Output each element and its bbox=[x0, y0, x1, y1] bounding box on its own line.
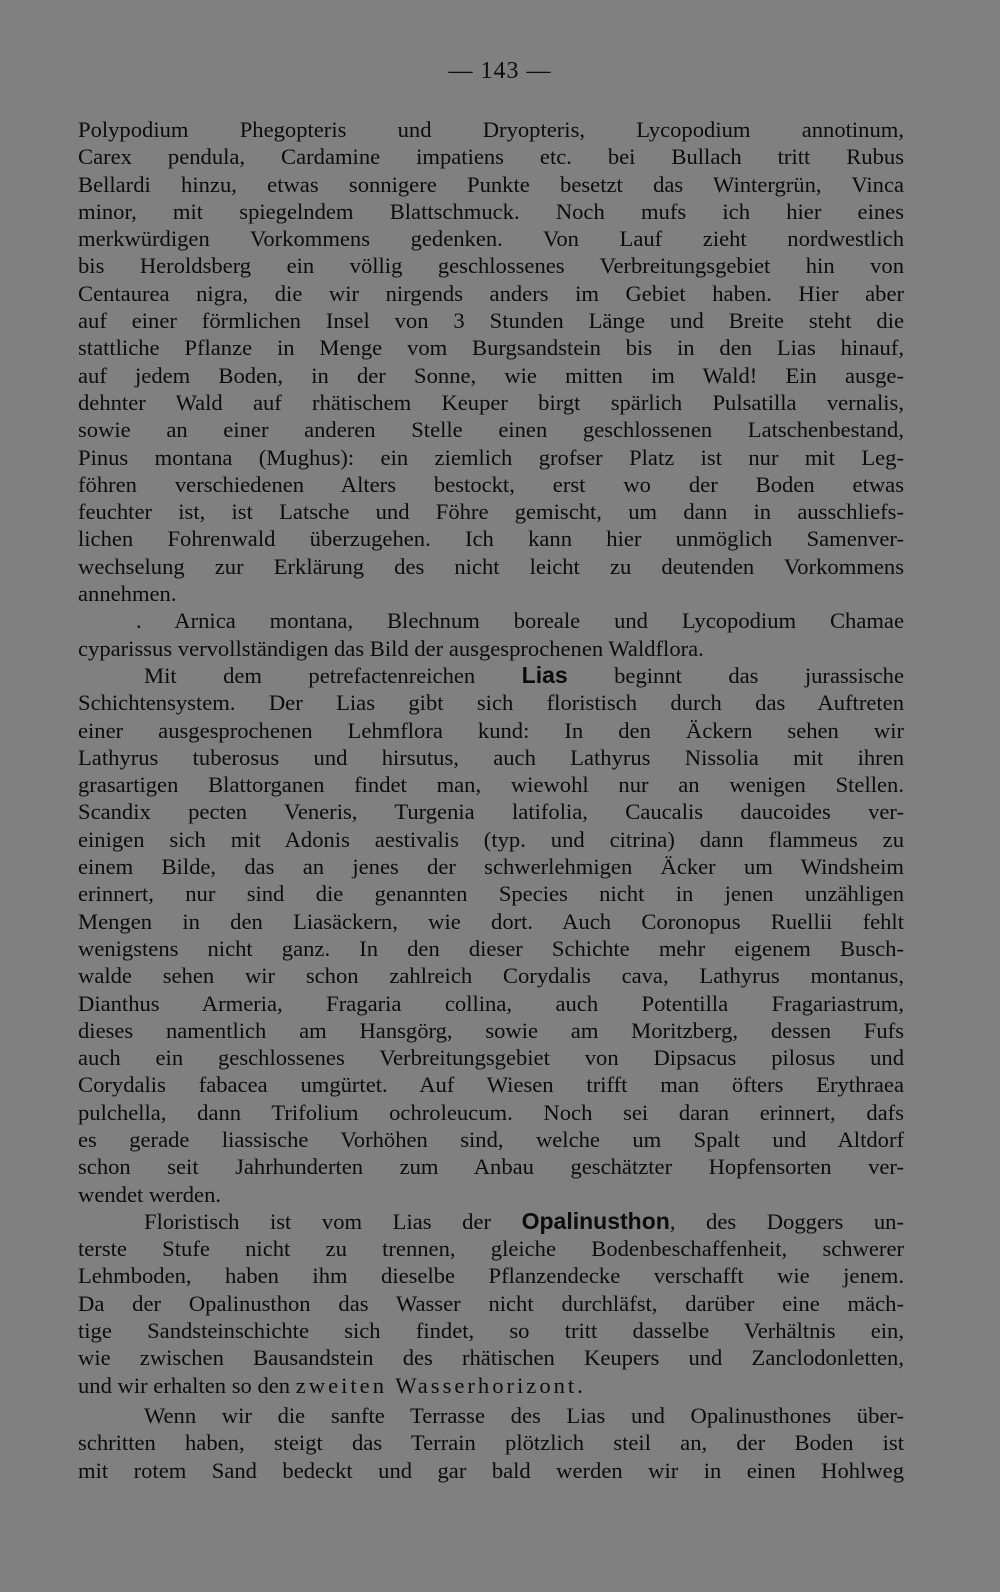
text-segment: und wir erhalten so den bbox=[78, 1372, 291, 1398]
text-line: Carex pendula, Cardamine impatiens etc. bei Bullach tritt Rubus bbox=[78, 144, 904, 170]
text-segment: beginnt das jurassische bbox=[614, 662, 904, 688]
text-line: Lehmboden, haben ihm dieselbe Pflanzendecke verschafft wie jenem. bbox=[78, 1263, 904, 1289]
text-line: wendet werden. bbox=[78, 1181, 222, 1207]
text-line: wechselung zur Erklärung des nicht leicht zu deutenden Vorkommens bbox=[78, 553, 904, 579]
text-line: Schichtensystem. Der Lias gibt sich floristisch durch das Auftreten bbox=[78, 690, 904, 716]
text-line: pulchella, dann Trifolium ochroleucum. Noch sei daran erinnert, dafs bbox=[78, 1099, 904, 1125]
text-line: schon seit Jahrhunderten zum Anbau geschätzter Hopfensorten ver- bbox=[78, 1154, 904, 1180]
text-line: auf jedem Boden, in der Sonne, wie mitten im Wald! Ein ausge- bbox=[78, 362, 904, 388]
text-line: Da der Opalinusthon das Wasser nicht durchläfst, darüber eine mäch- bbox=[78, 1290, 904, 1316]
text-line: cyparissus vervollständigen das Bild der ausgesprochenen Waldflora. bbox=[78, 635, 704, 661]
text-segment: Mit dem petrefactenreichen bbox=[144, 662, 476, 688]
text-line: mit rotem Sand bedeckt und gar bald werden wir in einen Hohlweg bbox=[78, 1457, 904, 1483]
text-line: einem Bilde, das an jenes der schwerlehmigen Äcker um Windsheim bbox=[78, 854, 904, 880]
text-segment: . bbox=[577, 1372, 583, 1398]
text-line: einer ausgesprochenen Lehmflora kund: In den Äckern sehen wir bbox=[78, 717, 904, 743]
text-segment: Floristisch ist vom Lias der bbox=[144, 1208, 491, 1234]
text-line: merkwürdigen Vorkommens gedenken. Von Lauf zieht nordwestlich bbox=[78, 226, 904, 252]
text-line: es gerade liassische Vorhöhen sind, welche um Spalt und Altdorf bbox=[78, 1126, 904, 1152]
text-line bbox=[78, 1372, 904, 1399]
text-line: Pinus montana (Mughus): ein ziemlich grofser Platz ist nur mit Leg- bbox=[78, 444, 904, 470]
text-line: föhren verschiedenen Alters bestockt, erst wo der Boden etwas bbox=[78, 471, 904, 497]
text-segment: , des Doggers un- bbox=[669, 1208, 904, 1234]
text-line: minor, mit spiegelndem Blattschmuck. Noch mufs ich hier eines bbox=[78, 198, 904, 224]
text-line: grasartigen Blattorganen findet man, wiewohl nur an wenigen Stellen. bbox=[78, 772, 904, 798]
text-line: erinnert, nur sind die genannten Species nicht in jenen unzähligen bbox=[78, 881, 904, 907]
text-line: terste Stufe nicht zu trennen, gleiche Bodenbeschaffenheit, schwerer bbox=[78, 1236, 904, 1262]
text-line: Scandix pecten Veneris, Turgenia latifolia, Caucalis daucoides ver- bbox=[78, 799, 904, 825]
text-line: dieses namentlich am Hansgörg, sowie am Moritzberg, dessen Fufs bbox=[78, 1017, 904, 1043]
text-line: . Arnica montana, Blechnum boreale und Lycopodium Chamae bbox=[136, 608, 904, 634]
text-line bbox=[78, 1208, 904, 1235]
emphasized-phrase: zweiten Wasserhorizont bbox=[295, 1372, 578, 1398]
page-body bbox=[78, 116, 904, 1484]
text-line: Dianthus Armeria, Fragaria collina, auch Potentilla Fragariastrum, bbox=[78, 990, 904, 1016]
text-line bbox=[78, 662, 904, 689]
paragraph bbox=[78, 1208, 904, 1399]
text-line: tige Sandsteinschichte sich findet, so tritt dasselbe Verhältnis ein, bbox=[78, 1318, 904, 1344]
text-line: Wenn wir die sanfte Terrasse des Lias und Opalinusthones über- bbox=[144, 1402, 904, 1428]
text-line: feuchter ist, ist Latsche und Föhre gemischt, um dann in ausschliefs- bbox=[78, 499, 904, 525]
text-line: annehmen. bbox=[78, 581, 177, 607]
text-line: wenigstens nicht ganz. In den dieser Schichte mehr eigenem Busch- bbox=[78, 935, 904, 961]
paragraph bbox=[78, 1402, 904, 1484]
text-line: wie zwischen Bausandstein des rhätischen Keupers und Zanclodonletten, bbox=[78, 1345, 904, 1371]
text-line: Polypodium Phegopteris und Dryopteris, Lycopodium annotinum, bbox=[78, 117, 904, 142]
text-line: bis Heroldsberg ein völlig geschlossenes Verbreitungsgebiet hin von bbox=[78, 253, 904, 279]
text-line: Lathyrus tuberosus und hirsutus, auch Lathyrus Nissolia mit ihren bbox=[78, 744, 904, 770]
text-line: schritten haben, steigt das Terrain plötzlich steil an, der Boden ist bbox=[78, 1430, 904, 1456]
text-line: dehnter Wald auf rhätischem Keuper birgt spärlich Pulsatilla vernalis, bbox=[78, 389, 904, 415]
text-line: auch ein geschlossenes Verbreitungsgebiet von Dipsacus pilosus und bbox=[78, 1045, 904, 1071]
text-line: einigen sich mit Adonis aestivalis (typ. und citrina) dann flammeus zu bbox=[78, 826, 904, 852]
section-keyword: Opalinusthon bbox=[521, 1207, 670, 1234]
paragraph bbox=[78, 662, 904, 1208]
paragraph bbox=[78, 116, 904, 607]
text-line: lichen Fohrenwald überzugehen. Ich kann hier unmöglich Samenver- bbox=[78, 526, 904, 552]
text-line: sowie an einer anderen Stelle einen geschlossenen Latschenbestand, bbox=[78, 417, 904, 443]
text-line: stattliche Pflanze in Menge vom Burgsandstein bis in den Lias hinauf, bbox=[78, 335, 904, 361]
text-line: walde sehen wir schon zahlreich Corydalis cava, Lathyrus montanus, bbox=[78, 963, 904, 989]
text-line: auf einer förmlichen Insel von 3 Stunden Länge und Breite steht die bbox=[78, 308, 904, 334]
text-line: Centaurea nigra, die wir nirgends anders im Gebiet haben. Hier aber bbox=[78, 280, 904, 306]
paragraph bbox=[78, 607, 904, 662]
text-line: Corydalis fabacea umgürtet. Auf Wiesen trifft man öfters Erythraea bbox=[78, 1072, 904, 1098]
text-line: Mengen in den Liasäckern, wie dort. Auch Coronopus Ruellii fehlt bbox=[78, 908, 904, 934]
page-number: — 143 — bbox=[448, 58, 552, 84]
text-line: Bellardi hinzu, etwas sonnigere Punkte besetzt das Wintergrün, Vinca bbox=[78, 171, 904, 197]
section-keyword: Lias bbox=[521, 661, 568, 688]
